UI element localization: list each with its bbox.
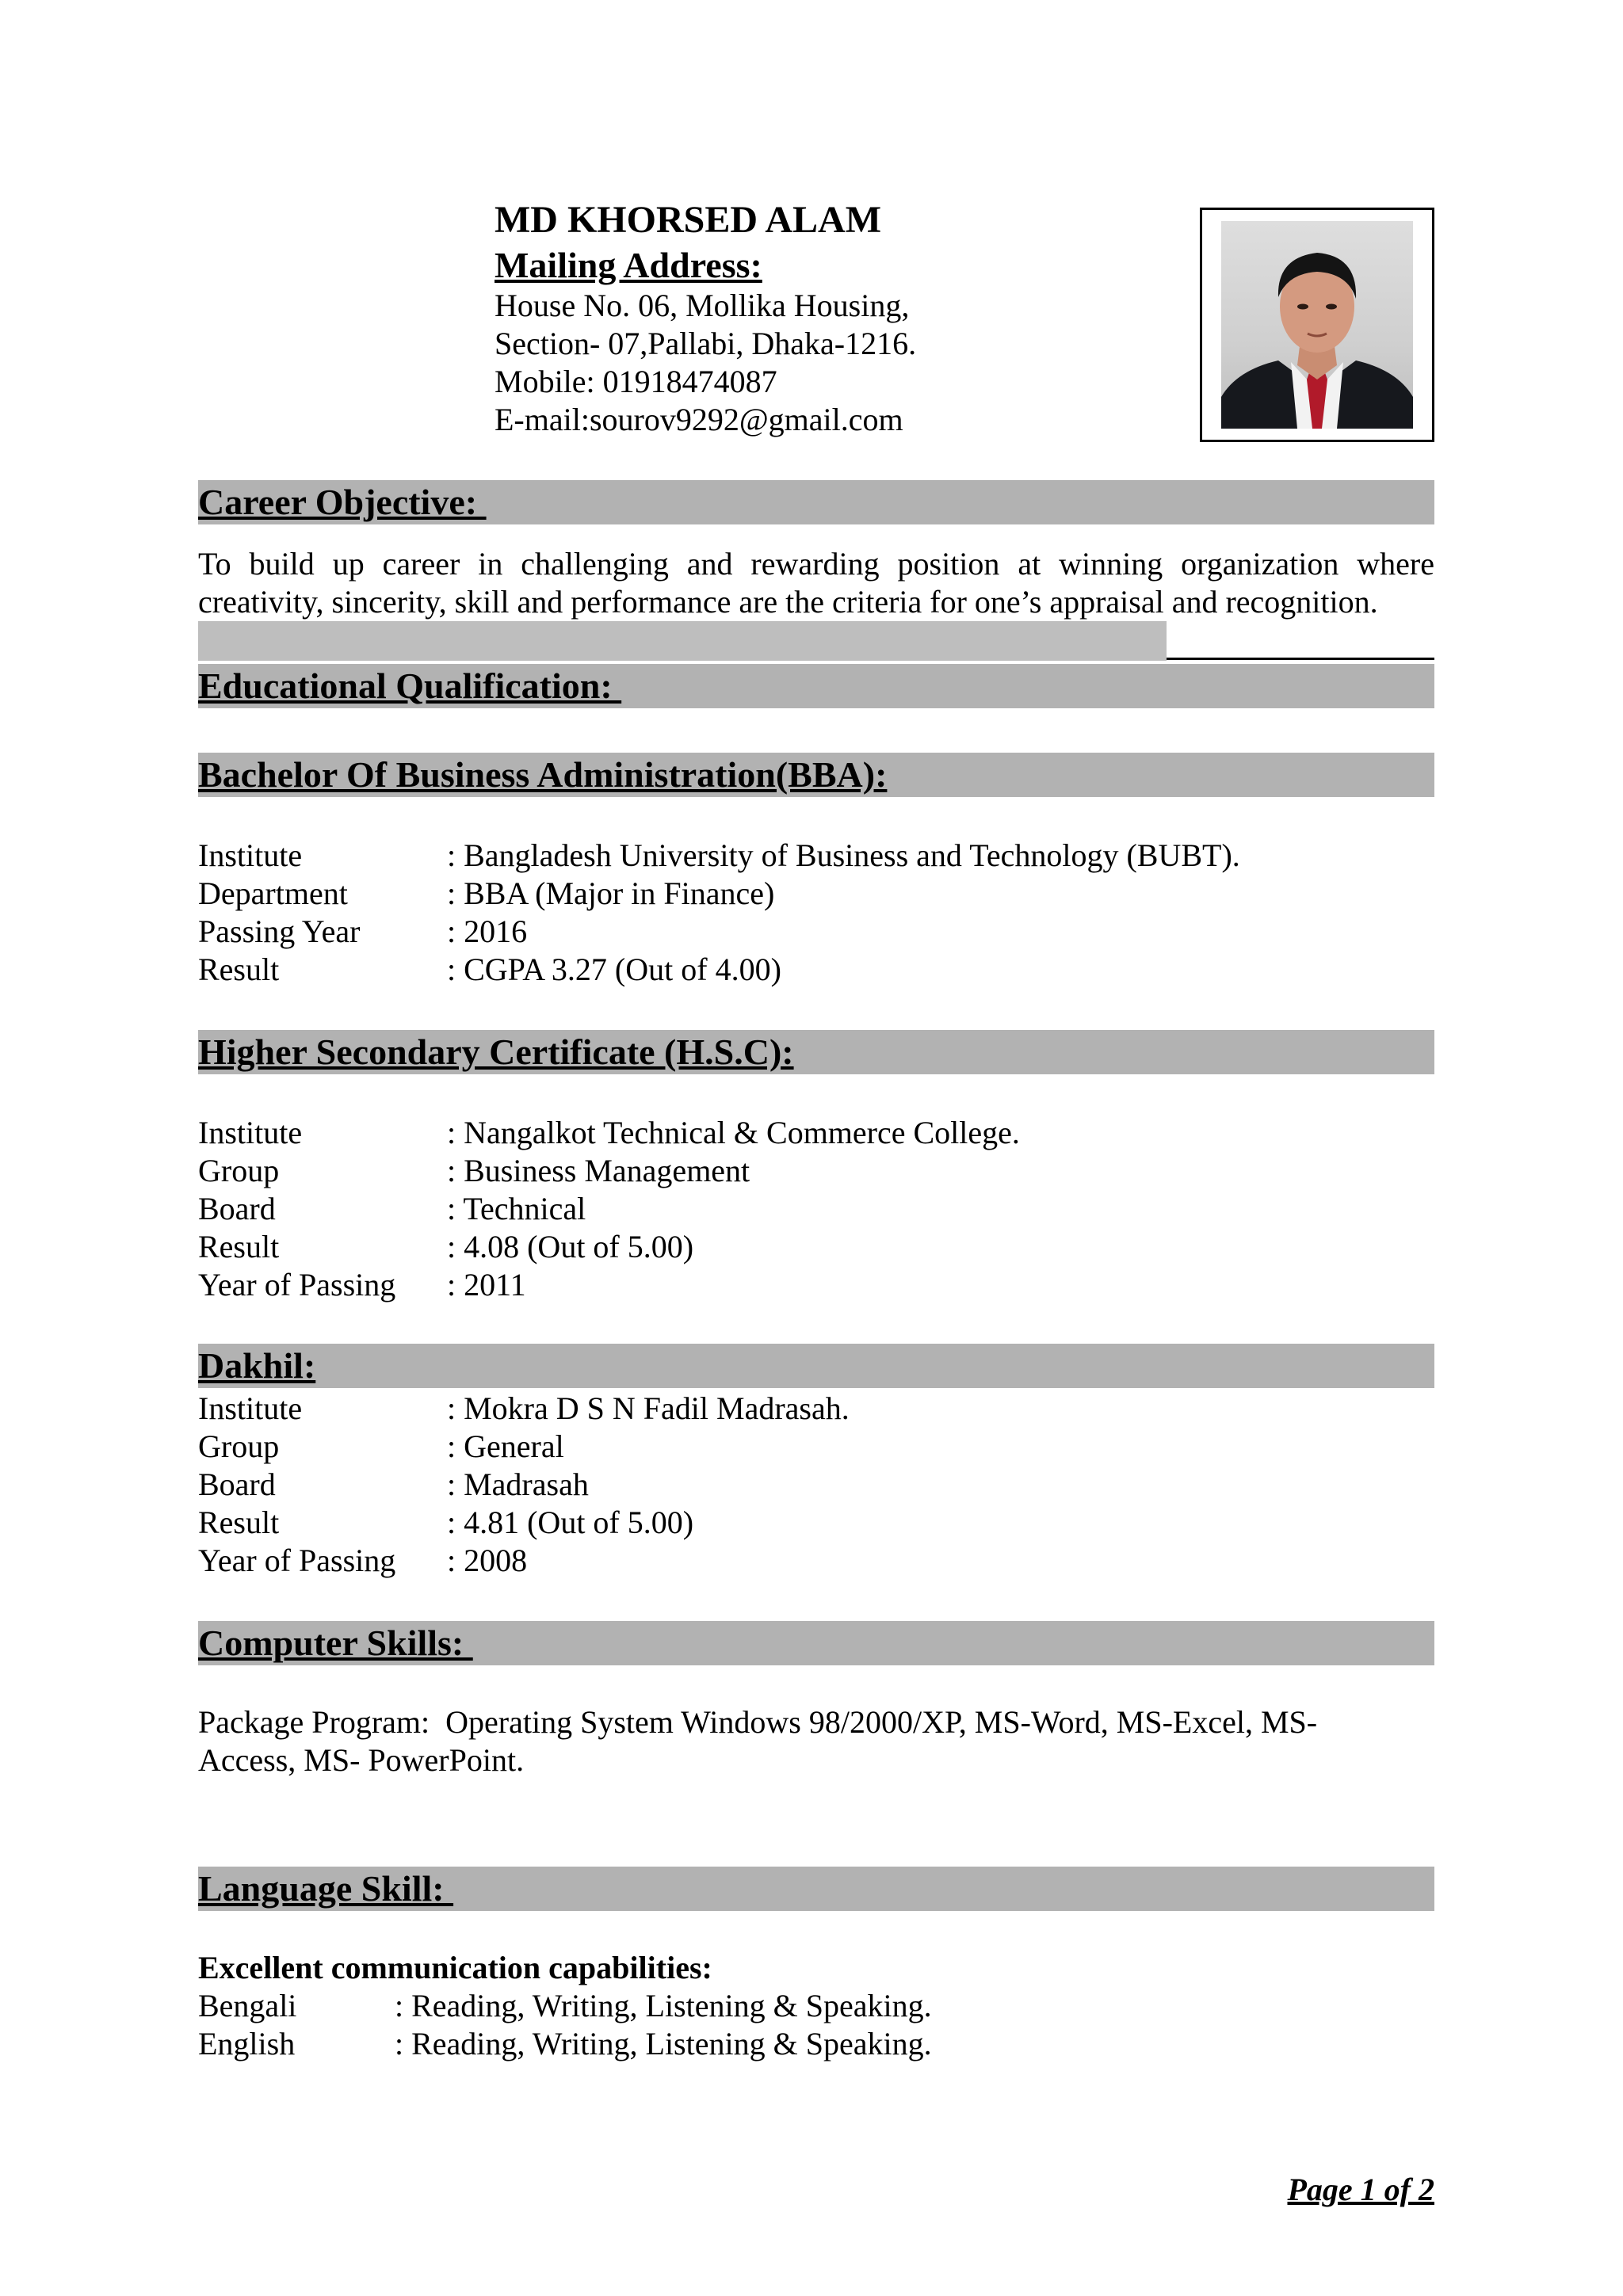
language-subtitle: Excellent communication capabilities: <box>198 1950 712 1985</box>
language-row <box>198 2025 932 2063</box>
email-line: E-mail:sourov9292@gmail.com <box>495 402 903 437</box>
address-line-2: Section- 07,Pallabi, Dhaka-1216. <box>495 326 917 361</box>
language-skill-title: Language Skill: <box>198 1868 454 1909</box>
detail-key: Result <box>198 1229 280 1264</box>
language-name: English <box>198 2026 296 2061</box>
detail-value: : Mokra D S N Fadil Madrasah. <box>447 1390 850 1426</box>
language-ability: : Reading, Writing, Listening & Speaking. <box>395 1988 932 2023</box>
dakhil-title: Dakhil: <box>198 1345 316 1386</box>
mobile-line: Mobile: 01918474087 <box>495 364 777 399</box>
detail-row <box>198 1466 850 1504</box>
divider-band <box>198 621 1167 661</box>
candidate-name: MD KHORSED ALAM <box>495 199 882 241</box>
detail-value: : 2011 <box>447 1267 526 1302</box>
detail-value: : BBA (Major in Finance) <box>447 875 775 911</box>
detail-row <box>198 837 1240 875</box>
detail-key: Board <box>198 1466 276 1502</box>
detail-value: : 2016 <box>447 913 528 949</box>
detail-key: Passing Year <box>198 913 361 949</box>
detail-key: Institute <box>198 1115 303 1150</box>
detail-row <box>198 951 1240 989</box>
detail-row <box>198 1542 850 1580</box>
detail-value: : 4.81 (Out of 5.00) <box>447 1505 694 1540</box>
detail-key: Board <box>198 1191 276 1226</box>
detail-row <box>198 1228 1020 1266</box>
divider-rule <box>1167 658 1434 660</box>
contact-header <box>495 196 1144 439</box>
detail-row <box>198 1114 1020 1152</box>
detail-value: : General <box>447 1428 564 1464</box>
detail-key: Institute <box>198 1390 303 1426</box>
computer-skills-line-1: Package Program: Operating System Windows 98/2000/XP, MS-Word, MS-Excel, MS- <box>198 1704 1318 1740</box>
detail-key: Group <box>198 1153 280 1188</box>
language-ability: : Reading, Writing, Listening & Speaking. <box>395 2026 932 2061</box>
detail-key: Institute <box>198 837 303 873</box>
detail-key: Group <box>198 1428 280 1464</box>
hsc-details <box>198 1114 1020 1304</box>
dakhil-bar <box>198 1344 1434 1388</box>
career-objective-title: Career Objective: <box>198 482 487 522</box>
detail-value: : Madrasah <box>447 1466 589 1502</box>
profile-photo <box>1221 221 1413 429</box>
detail-row <box>198 875 1240 913</box>
detail-key: Year of Passing <box>198 1543 396 1578</box>
detail-value: : Technical <box>447 1191 586 1226</box>
language-name: Bengali <box>198 1988 297 2023</box>
computer-skills-line-2: Access, MS- PowerPoint. <box>198 1742 525 1778</box>
detail-value: : Nangalkot Technical & Commerce College. <box>447 1115 1020 1150</box>
education-title: Educational Qualification: <box>198 666 622 706</box>
detail-key: Year of Passing <box>198 1267 396 1302</box>
detail-row <box>198 1390 850 1428</box>
bba-details <box>198 837 1240 989</box>
detail-key: Department <box>198 875 348 911</box>
page-number: Page 1 of 2 <box>1287 2172 1434 2207</box>
dakhil-details <box>198 1390 850 1580</box>
address-line-1: House No. 06, Mollika Housing, <box>495 288 910 323</box>
detail-value: : CGPA 3.27 (Out of 4.00) <box>447 952 781 987</box>
detail-value: : Bangladesh University of Business and Technology (BUBT). <box>447 837 1240 873</box>
detail-value: : 4.08 (Out of 5.00) <box>447 1229 694 1264</box>
computer-skills-text <box>198 1703 1434 1779</box>
detail-row <box>198 1190 1020 1228</box>
hsc-title: Higher Secondary Certificate (H.S.C): <box>198 1032 794 1072</box>
detail-row <box>198 1504 850 1542</box>
mailing-address-title: Mailing Address: <box>495 245 762 285</box>
computer-skills-title: Computer Skills: <box>198 1623 473 1663</box>
detail-row <box>198 1266 1020 1304</box>
detail-row <box>198 913 1240 951</box>
detail-key: Result <box>198 952 280 987</box>
detail-value: : Business Management <box>447 1153 750 1188</box>
profile-photo-frame <box>1200 208 1434 442</box>
person-portrait-icon <box>1221 221 1413 429</box>
detail-value: : 2008 <box>447 1543 528 1578</box>
detail-row <box>198 1152 1020 1190</box>
bba-title: Bachelor Of Business Administration(BBA): <box>198 754 888 795</box>
detail-row <box>198 1428 850 1466</box>
career-objective-text: To build up career in challenging and rewarding position at winning organization where creativity, sincerity, skill and performance are the criteria for one’s appraisal and recognition. <box>198 546 1434 620</box>
language-details <box>198 1987 932 2063</box>
detail-key: Result <box>198 1505 280 1540</box>
language-row <box>198 1987 932 2025</box>
